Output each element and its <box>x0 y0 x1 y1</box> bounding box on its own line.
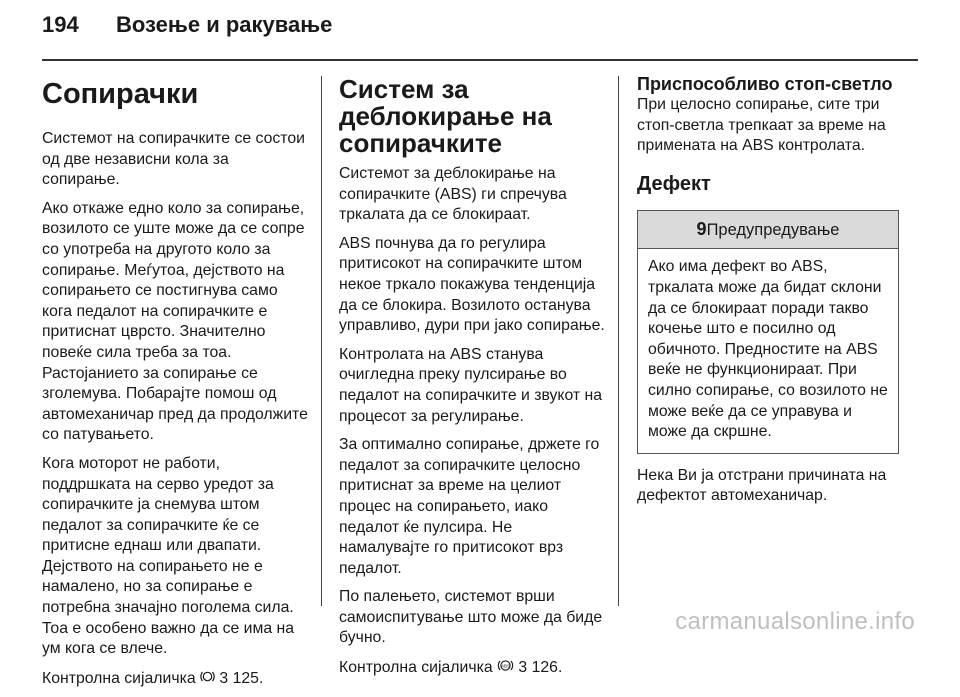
warning-box <box>637 210 899 454</box>
paragraph: ABS почнува да го регулира притисокот на сопирачките штом некое тркало покажува тенденција да се блокира. Возилото останува управливо, дури при јако сопирање. <box>339 234 605 335</box>
chapter-title: Возење и ракување <box>116 12 333 37</box>
paragraph: Системот на сопирачките се состои од две независни кола за сопирање. <box>42 130 305 189</box>
ref-arrow-glyph: 3 <box>518 659 528 677</box>
warning-title: Предупредување <box>706 220 840 239</box>
section-title-adaptive-brake-light: Приспособливо стоп-светло <box>637 74 893 94</box>
warning-text: Ако има дефект во ABS, тркалата може да бидат склони да се блокираат поради такво кочење што е посилно од обичното. Предностите на ABS веќе не функционираат. При силно сопирање, со возилото не може веќе да се управува и може да скршне. <box>648 258 888 441</box>
paragraph: При целосно сопирање, сите три стоп-светла трепкаат за време на примената на ABS контролата. <box>637 96 886 155</box>
watermark: carmanualsonline.info <box>675 608 915 635</box>
paragraph: Нека Ви ја отстрани причината на дефектот автомеханичар. <box>637 466 887 505</box>
section-title-abs: Систем за деблокирање на сопирачките <box>339 74 552 158</box>
paragraph: Ако откаже едно коло за сопирање, возилото се уште може да се сопре со употреба на другото коло за сопирање. Меѓутоа, дејството на сопирањето се постигнува само кога педалот на сопирачките е притиснат цврсто. Значително повеќе сила треба за тоа. Растојанието за сопирање се зголемува. Побарајте помош од автомеханичар пред да продолжите со патувањето. <box>42 199 308 444</box>
subsection-title-fault: Дефект <box>637 172 711 195</box>
page-number: 194 <box>42 12 79 37</box>
abs-icon <box>497 657 514 678</box>
paragraph: Системот за деблокирање на сопирачките (ABS) ги спречува тркалата да се блокираат. <box>339 165 567 224</box>
paragraph: По палењето, системот врши самоиспитување што може да биде бучно. <box>339 588 603 647</box>
paragraph: Кога моторот не работи, поддршката на серво уредот за сопирачките ја снемува штом педалот за сопирачките ќе се притисне еднаш или двапати. Дејството на сопирањето не е намалено, но за сопирање е потребна значајно поголема сила. Тоа е особено важно да се има на ум кога се влече. <box>42 454 295 658</box>
column-divider <box>321 76 322 606</box>
cross-reference: Контролна сијаличка ABS 3 126. <box>339 659 563 677</box>
paragraph: Контролата на ABS станува очигледна преку пулсирање во педалот на сопирачките и звукот на процесот за регулирање. <box>339 345 603 425</box>
warning-triangle-icon: 9 <box>696 218 707 239</box>
column-brakes <box>42 66 310 697</box>
brake-warning-icon <box>200 668 215 689</box>
warning-header <box>638 211 898 250</box>
column-adaptive-brake-light <box>637 66 899 515</box>
section-title-brakes: Сопирачки <box>42 78 199 110</box>
column-divider <box>618 76 619 606</box>
page-header <box>42 12 332 38</box>
paragraph: За оптимално сопирање, држете го педалот за сопирачките целосно притиснат за време на целиот процес на сопирањето, иако педалот ќе пулсира. Не намалувајте го притисокот врз педалот. <box>339 436 600 577</box>
ref-arrow-glyph: 3 <box>219 669 229 687</box>
column-abs <box>339 66 607 687</box>
svg-text:ABS: ABS <box>501 663 510 669</box>
cross-reference: Контролна сијаличка 3 125. <box>42 669 264 687</box>
header-rule <box>42 59 918 61</box>
